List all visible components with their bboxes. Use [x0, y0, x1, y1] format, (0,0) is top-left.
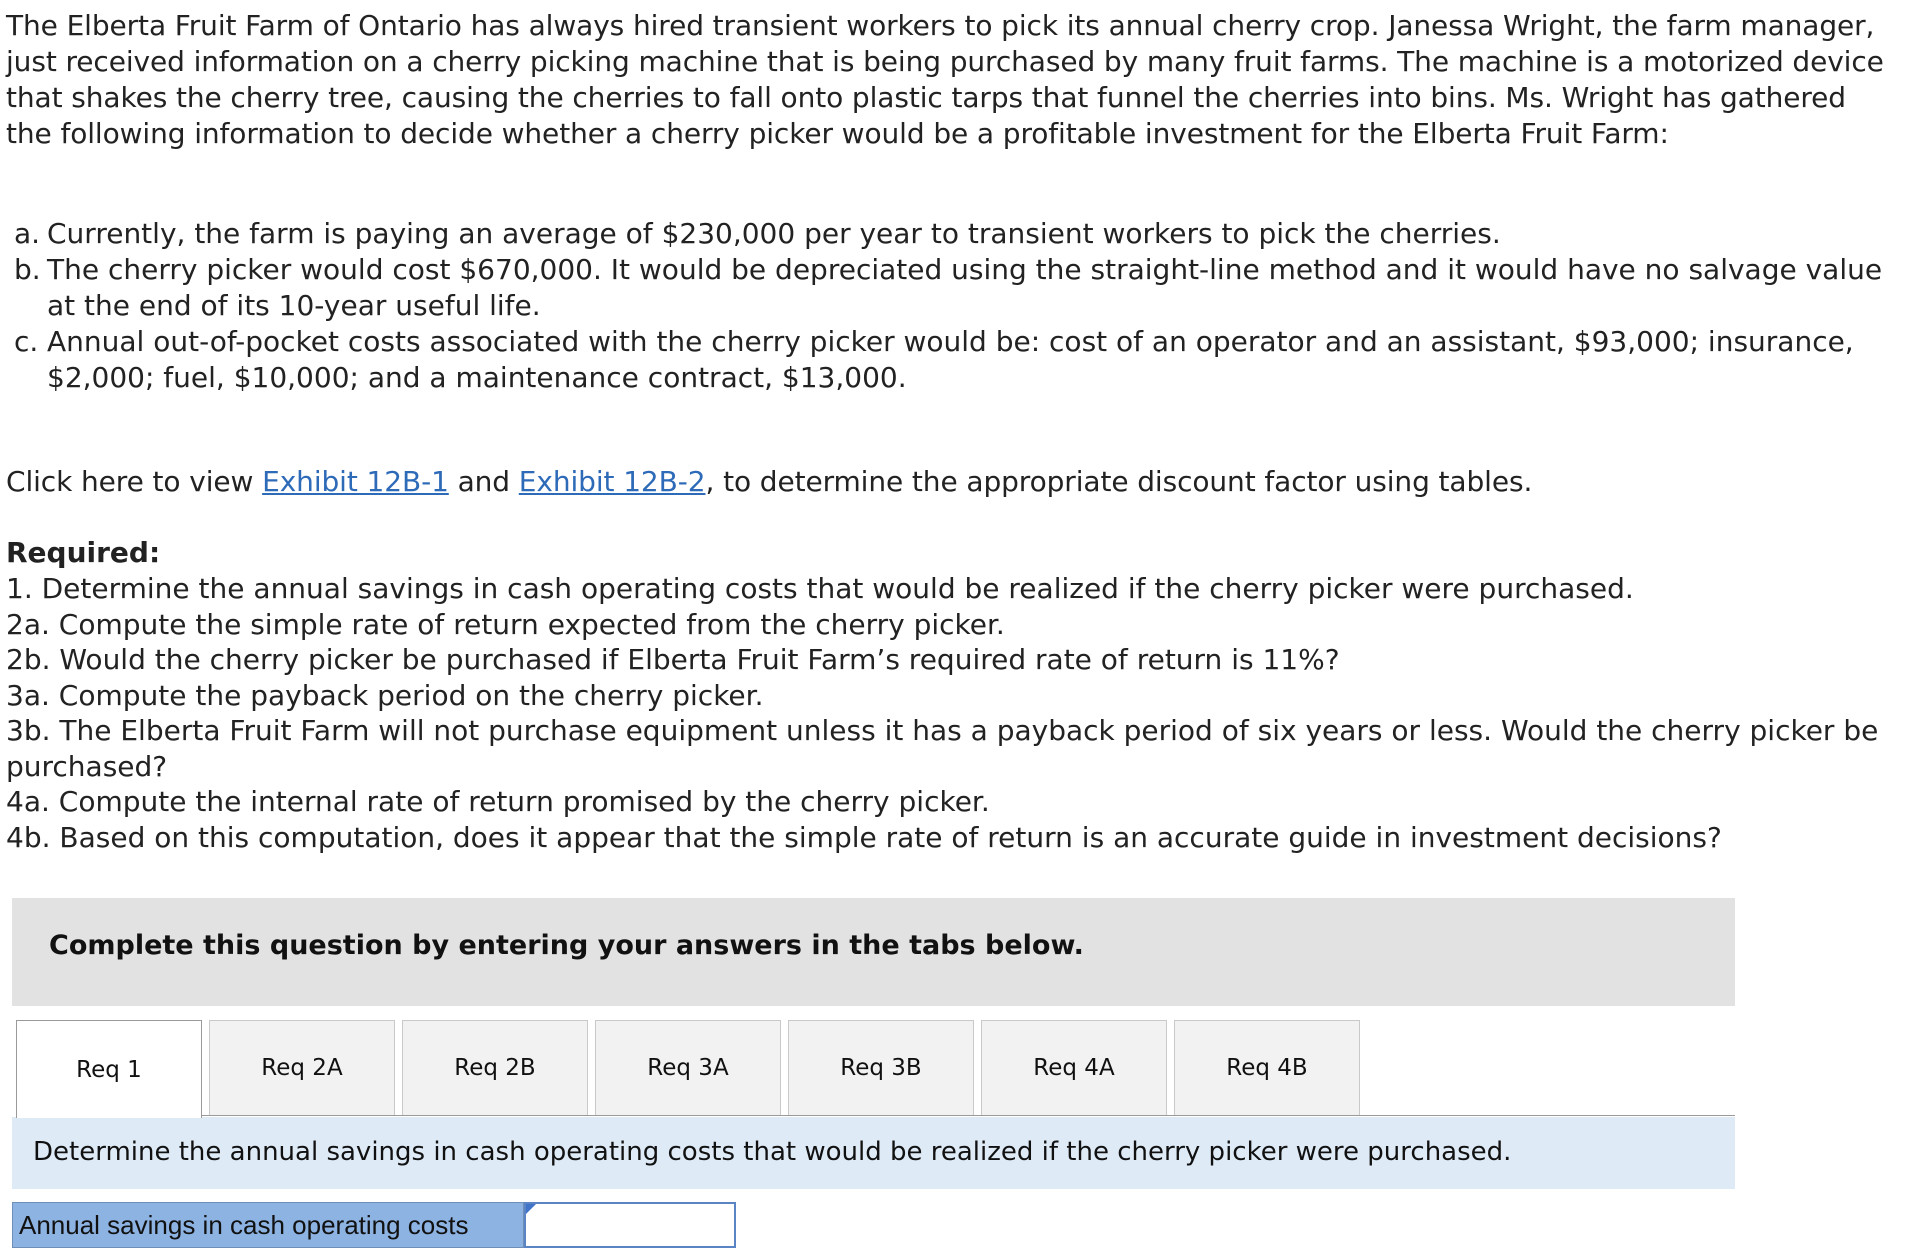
fact-item-a — [14, 216, 1894, 252]
facts-list — [14, 216, 1894, 396]
fact-text: Currently, the farm is paying an average of $230,000 per year to transient workers to pick the cherries. — [47, 217, 1501, 250]
fact-letter: b. — [14, 253, 41, 286]
exhibit-prefix: Click here to view — [6, 465, 263, 498]
required-heading: Required: — [6, 536, 161, 569]
requirement-item: 2a. Compute the simple rate of return expected from the cherry picker. — [6, 607, 1005, 641]
tab-req-2b[interactable]: Req 2B — [402, 1020, 588, 1116]
requirement-item: 4b. Based on this computation, does it appear that the simple rate of return is an accurate guide in investment decisions? — [6, 820, 1722, 854]
requirement-item: 3a. Compute the payback period on the cherry picker. — [6, 678, 764, 712]
exhibit-suffix: , to determine the appropriate discount factor using tables. — [705, 465, 1533, 498]
requirement-tabs — [16, 1020, 1736, 1116]
fact-item-c — [14, 324, 1894, 396]
banner-text: Complete this question by entering your answers in the tabs below. — [49, 930, 1084, 961]
tab-req-1[interactable]: Req 1 — [16, 1020, 202, 1118]
annual-savings-input[interactable] — [524, 1202, 736, 1248]
tab-divider — [202, 1115, 1735, 1116]
tab-req-2a[interactable]: Req 2A — [209, 1020, 395, 1116]
requirement-item: 3b. The Elberta Fruit Farm will not purchase equipment unless it has a payback period of six years or less. Would the cherry picker be purchased? — [6, 714, 1879, 783]
annual-savings-label: Annual savings in cash operating costs — [12, 1202, 524, 1248]
exhibit-12b-1-link[interactable]: Exhibit 12B-1 — [262, 465, 449, 498]
fact-letter: a. — [14, 217, 41, 250]
answer-row — [12, 1202, 724, 1248]
exhibit-line — [6, 464, 1896, 500]
requirements-list — [6, 571, 1896, 855]
instruction-text: Determine the annual savings in cash operating costs that would be realized if the cherry picker were purchased. — [33, 1137, 1512, 1167]
tab-req-4a[interactable]: Req 4A — [981, 1020, 1167, 1116]
requirement-item: 1. Determine the annual savings in cash operating costs that would be realized if the cherry picker were purchased. — [6, 572, 1634, 605]
tab-req-3a[interactable]: Req 3A — [595, 1020, 781, 1116]
exhibit-12b-2-link[interactable]: Exhibit 12B-2 — [518, 465, 706, 498]
tab-req-3b[interactable]: Req 3B — [788, 1020, 974, 1116]
problem-intro: The Elberta Fruit Farm of Ontario has always hired transient workers to pick its annual cherry crop. Janessa Wright, the farm manager, just received information on a cherry picking machine that is being purchased by many fruit farms. The machine is a motorized device that shakes the cherry tree, causing the cherries to fall onto plastic tarps that funnel the cherries into bins. Ms. Wright has gathered the following information to decide whether a cherry picker would be a profitable investment for the Elberta Fruit Farm: — [6, 9, 1884, 150]
fact-letter: c. — [14, 325, 39, 358]
instructions-banner — [12, 898, 1735, 1006]
fact-text: Annual out-of-pocket costs associated with the cherry picker would be: cost of an operator and an assistant, $93,000; insurance, $2,000; fuel, $10,000; and a maintenance contract, $13,000. — [47, 325, 1854, 394]
fact-item-b — [14, 252, 1894, 324]
requirement-item: 4a. Compute the internal rate of return promised by the cherry picker. — [6, 785, 990, 818]
exhibit-and: and — [448, 465, 519, 498]
tab-instruction — [12, 1117, 1735, 1189]
fact-text: The cherry picker would cost $670,000. It would be depreciated using the straight-line method and it would have no salvage value at the end of its 10-year useful life. — [47, 253, 1883, 322]
requirement-item: 2b. Would the cherry picker be purchased if Elberta Fruit Farm’s required rate of return is 11%? — [6, 643, 1340, 676]
tab-req-4b[interactable]: Req 4B — [1174, 1020, 1360, 1116]
